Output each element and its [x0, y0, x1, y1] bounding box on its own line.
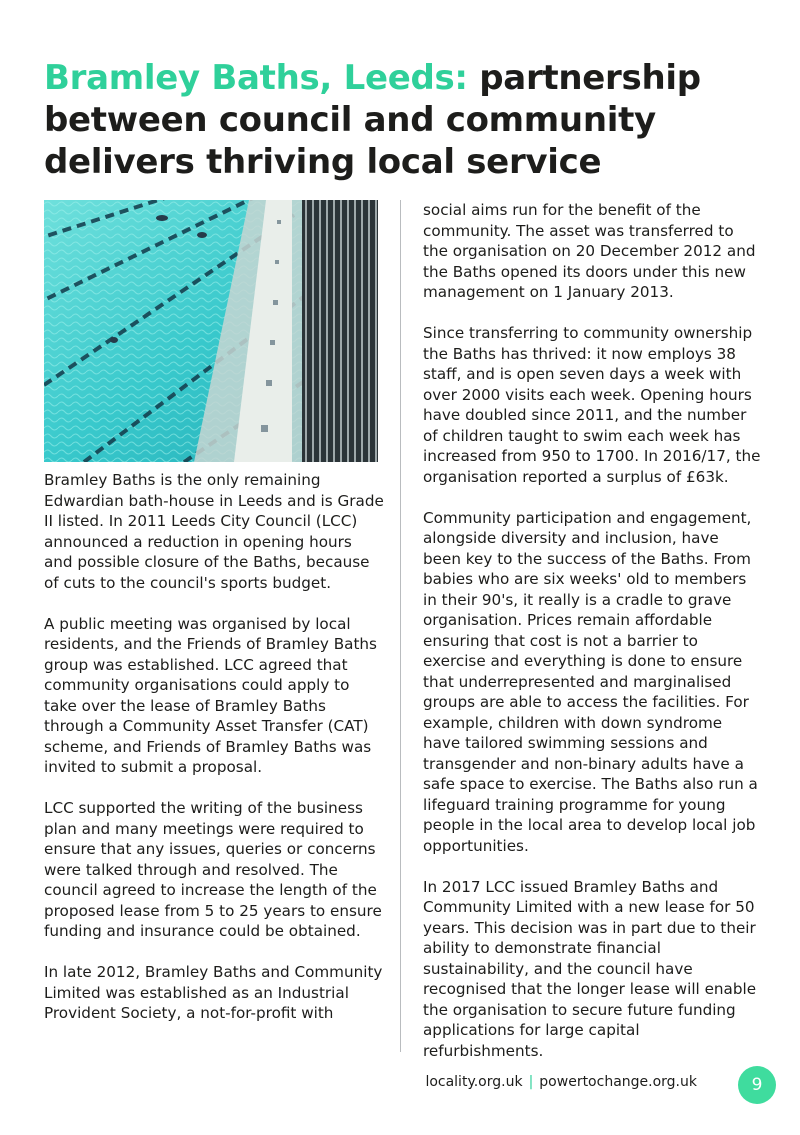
page-title: [44, 57, 764, 183]
title-rest: partnership between council and community delivers thriving local service: [44, 58, 701, 182]
paragraph: Bramley Baths is the only remaining Edwardian bath-house in Leeds and is Grade II listed. In 2011 Leeds City Council (LCC) announced a reduction in opening hours and possible closure of the Baths, because of cuts to the council's sports budget.: [44, 471, 384, 592]
right-column: [423, 200, 761, 1082]
footer-link-powertochange[interactable]: powertochange.org.uk: [539, 1074, 697, 1090]
page-number-badge: 9: [738, 1066, 776, 1104]
paragraph: Since transferring to community ownership the Baths has thrived: it now employs 38 staff, and is open seven days a week with over 2000 visits each week. Opening hours have doubled since 2011, and the number of children taught to swim each week has increased from 950 to 1700. In 2016/17, the organisation reported a surplus of £63k.: [423, 324, 761, 486]
footer: [425, 1074, 697, 1090]
paragraph: LCC supported the writing of the business plan and many meetings were required to ensure that any issues, queries or concerns were talked through and resolved. The council agreed to increase the length of the proposed lease from 5 to 25 years to ensure funding and insurance could be obtained.: [44, 799, 382, 940]
paragraph: A public meeting was organised by local residents, and the Friends of Bramley Baths group was established. LCC agreed that community organisations could apply to take over the lease of Bramley Baths through a Community Asset Transfer (CAT) scheme, and Friends of Bramley Baths was invited to submit a proposal.: [44, 614, 377, 776]
footer-separator: |: [528, 1074, 534, 1090]
column-divider: [400, 200, 401, 1052]
paragraph: social aims run for the benefit of the community. The asset was transferred to the organisation on 20 December 2012 and the Baths opened its doors under this new management on 1 January 2013.: [423, 201, 756, 301]
swimming-pool-photo: [44, 200, 378, 462]
paragraph: Community participation and engagement, alongside diversity and inclusion, have been key to the success of the Baths. From babies who are six weeks' old to members in their 90's, it really is a cradle to grave organisation. Prices remain affordable ensuring that cost is not a barrier to exercise and everything is done to ensure that underrepresented and marginalised groups are able to access the facilities. For example, children with down syndrome have tailored swimming sessions and transgender and non-binary adults have a safe space to exercise. The Baths also run a lifeguard training programme for young people in the local area to develop local job opportunities.: [423, 508, 758, 855]
paragraph: In 2017 LCC issued Bramley Baths and Community Limited with a new lease for 50 years. This decision was in part due to their ability to demonstrate financial sustainability, and the council have recognised that the longer lease will enable the organisation to secure future funding applications for large capital refurbishments.: [423, 877, 757, 1060]
footer-link-locality[interactable]: locality.org.uk: [425, 1074, 523, 1090]
left-column: [44, 470, 384, 1044]
title-accent: Bramley Baths, Leeds:: [44, 58, 468, 98]
paragraph: In late 2012, Bramley Baths and Community Limited was established as an Industrial Provident Society, a not-for-profit with: [44, 963, 383, 1022]
